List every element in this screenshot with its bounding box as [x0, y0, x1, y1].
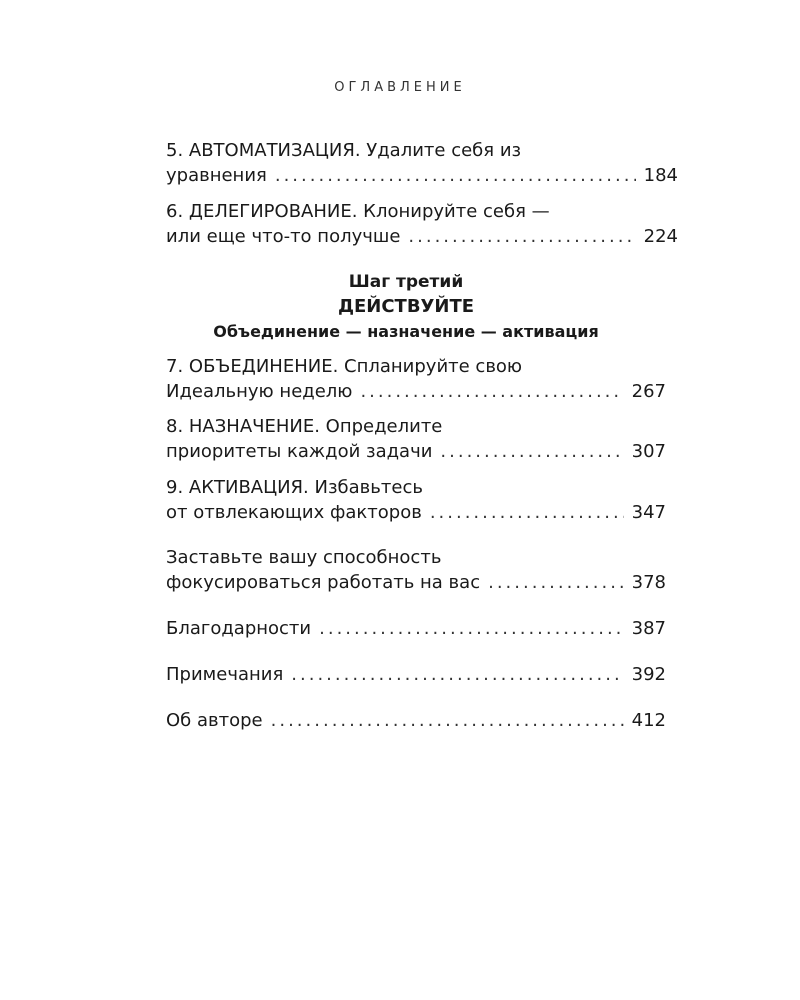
toc-entry-title: 9. АКТИВАЦИЯ. Избавьтесь: [166, 477, 423, 498]
dot-leader: [271, 708, 624, 733]
toc-entry-title: 6. ДЕЛЕГИРОВАНИЕ. Клонируйте себя —: [166, 201, 550, 222]
dot-leader: [440, 439, 623, 464]
toc-page-number: 412: [631, 710, 666, 731]
toc-entry-chapter-8[interactable]: [166, 414, 666, 464]
toc-entry-title-cont: уравнения: [166, 165, 267, 186]
dot-leader: [408, 224, 635, 249]
toc-entry-title-cont: от отвлекающих факторов: [166, 502, 422, 523]
toc-entry-title-cont: приоритеты каждой задачи: [166, 441, 433, 462]
toc-page-number: 267: [631, 381, 666, 402]
toc-entry-title: Заставьте вашу способность: [166, 547, 442, 568]
toc-entry-chapter-9[interactable]: [166, 475, 666, 525]
toc-page-number: 347: [631, 502, 666, 523]
toc-entry-title-cont: Идеальную неделю: [166, 381, 353, 402]
toc-entry-acknowledgments[interactable]: [166, 616, 666, 641]
toc-entry-about-author[interactable]: [166, 708, 666, 733]
toc-page-number: 224: [643, 226, 678, 247]
toc-entry-chapter-5[interactable]: [166, 138, 678, 188]
toc-entry-title: 5. АВТОМАТИЗАЦИЯ. Удалите себя из: [166, 140, 522, 161]
toc-entry-title-cont: или еще что-то получше: [166, 226, 401, 247]
toc-page-number: 387: [631, 618, 666, 639]
toc-entry-chapter-7[interactable]: [166, 354, 666, 404]
toc-entry-chapter-6[interactable]: [166, 199, 678, 249]
toc-page-number: 392: [631, 664, 666, 685]
toc-entry-title: 7. ОБЪЕДИНЕНИЕ. Спланируйте свою: [166, 356, 523, 377]
toc-page-number: 307: [631, 441, 666, 462]
toc-entry-title-cont: фокусироваться работать на вас: [166, 572, 481, 593]
toc-page-number: 184: [643, 165, 678, 186]
section-title: ДЕЙСТВУЙТЕ: [337, 296, 475, 317]
toc-entry-title: 8. НАЗНАЧЕНИЕ. Определите: [166, 416, 443, 437]
toc-entry-title: Об авторе: [166, 710, 263, 731]
running-head: ОГЛАВЛЕНИЕ: [334, 80, 466, 95]
section-step-label: Шаг третий: [348, 272, 464, 292]
toc-entry-title: Благодарности: [166, 618, 312, 639]
dot-leader: [488, 570, 624, 595]
dot-leader: [319, 616, 624, 641]
dot-leader: [360, 379, 623, 404]
toc-page-number: 378: [631, 572, 666, 593]
toc-entry-conclusion[interactable]: [166, 545, 666, 595]
dot-leader: [291, 662, 623, 687]
dot-leader: [275, 163, 636, 188]
toc-entry-notes[interactable]: [166, 662, 666, 687]
dot-leader: [430, 500, 624, 525]
toc-entry-title: Примечания: [166, 664, 284, 685]
section-subtitle: Объединение — назначение — активация: [213, 322, 599, 341]
